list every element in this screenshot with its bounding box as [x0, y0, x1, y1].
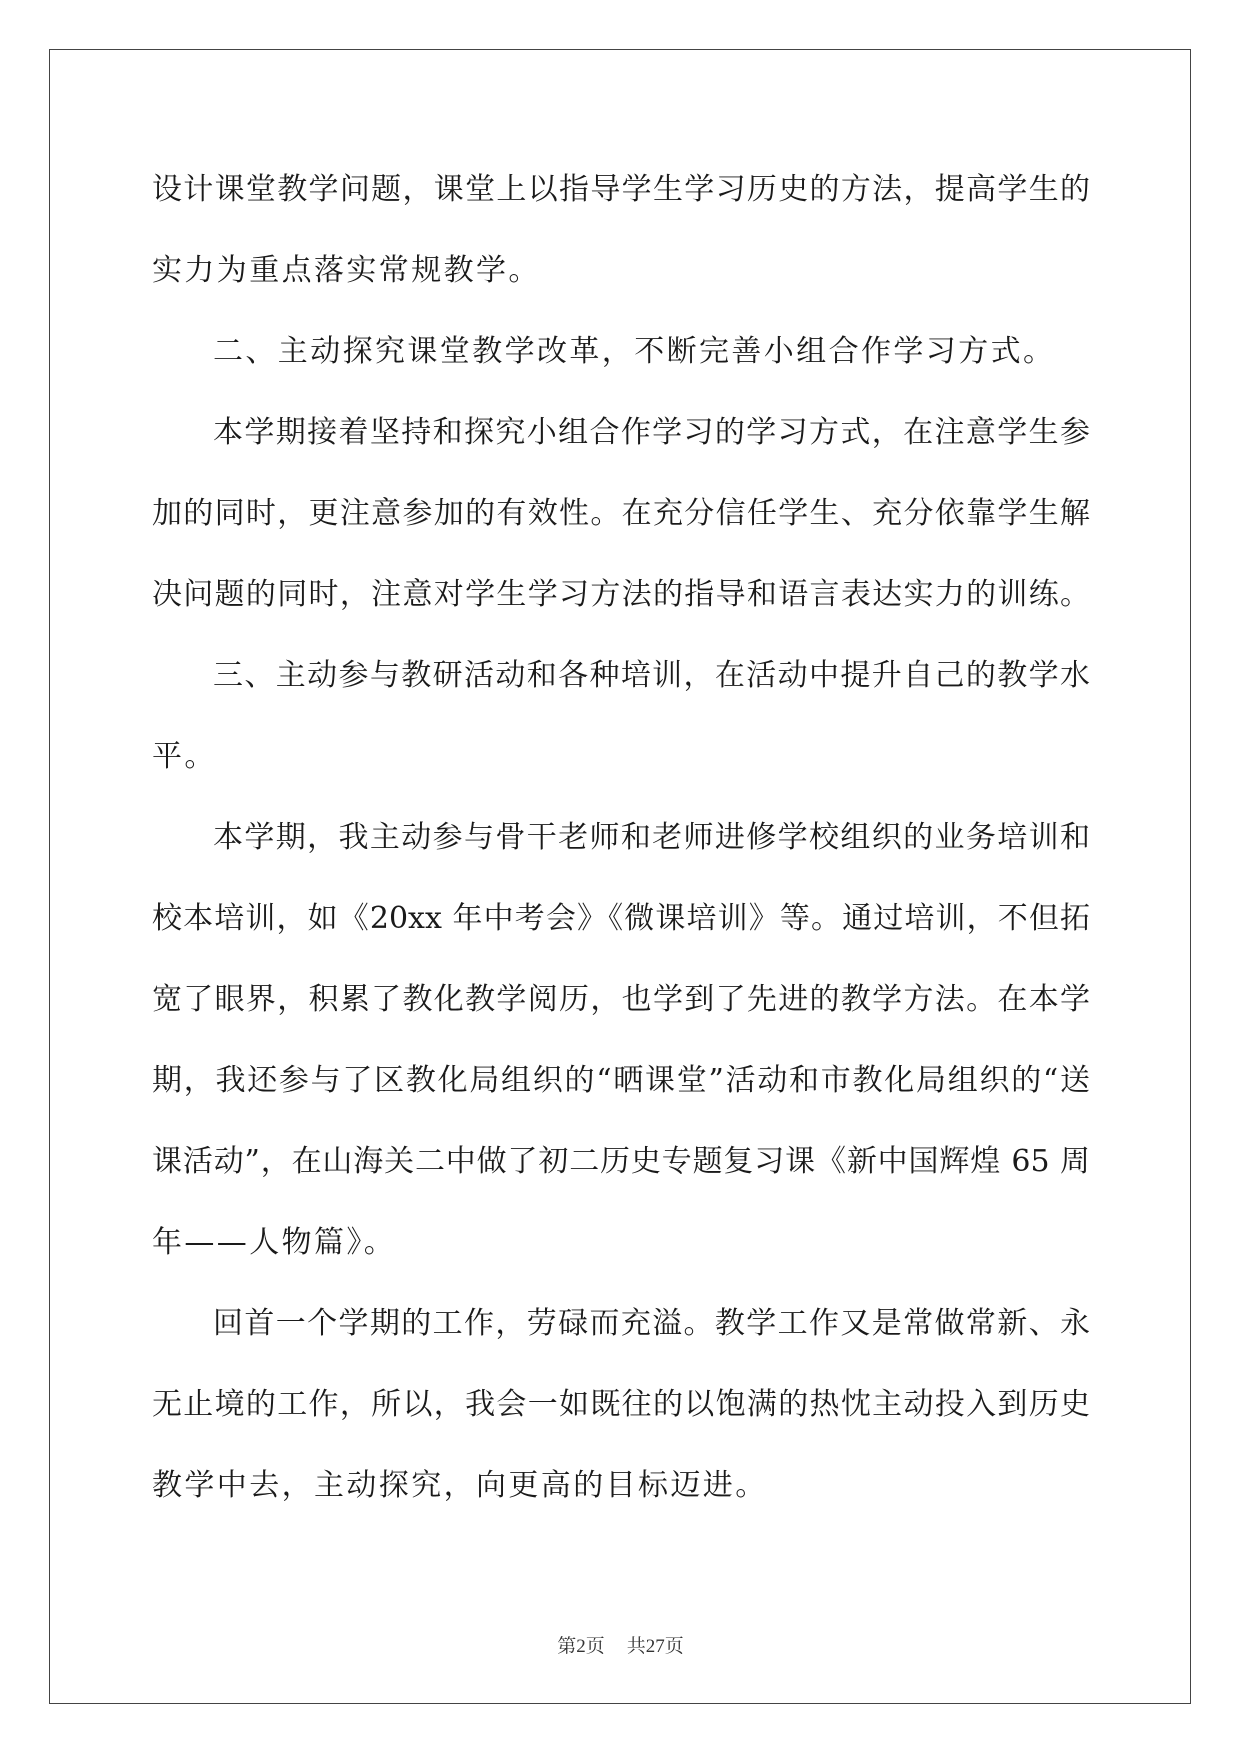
section-heading: 二、主动探究课堂教学改革，不断完善小组合作学习方式。	[213, 334, 1056, 369]
text-line: 设计课堂教学问题，课堂上以指导学生学习历史的方法，提高学生的	[152, 172, 1090, 207]
text-line: 本学期接着坚持和探究小组合作学习的学习方式，在注意学生参	[213, 415, 1090, 450]
document-body	[152, 164, 1090, 1541]
text-line: 决问题的同时，注意对学生学习方法的指导和语言表达实力的训练。	[152, 577, 1090, 612]
current-page-label: 第2页	[557, 1636, 605, 1657]
page-footer	[0, 1631, 1241, 1658]
text-line: 校本培训，如《20xx 年中考会》《微课培训》等。通过培训，不但拓	[152, 901, 1090, 936]
text-line: 平。	[152, 739, 217, 774]
text-line: 本学期，我主动参与骨干老师和老师进修学校组织的业务培训和	[213, 820, 1090, 855]
text-line: 课活动”，在山海关二中做了初二历史专题复习课《新中国辉煌 65 周	[152, 1144, 1090, 1179]
text-line: 教学中去，主动探究，向更高的目标迈进。	[152, 1468, 768, 1503]
text-line: 回首一个学期的工作，劳碌而充溢。教学工作又是常做常新、永	[213, 1306, 1090, 1341]
section-heading: 三、主动参与教研活动和各种培训，在活动中提升自己的教学水	[213, 658, 1090, 693]
text-line: 加的同时，更注意参加的有效性。在充分信任学生、充分依靠学生解	[152, 496, 1090, 531]
text-line: 实力为重点落实常规教学。	[152, 253, 541, 288]
text-line: 无止境的工作，所以，我会一如既往的以饱满的热忱主动投入到历史	[152, 1387, 1090, 1422]
total-pages-label: 共27页	[626, 1636, 684, 1657]
text-line: 年——人物篇》。	[152, 1225, 397, 1260]
text-line: 宽了眼界，积累了教化教学阅历，也学到了先进的教学方法。在本学	[152, 982, 1090, 1017]
text-line: 期，我还参与了区教化局组织的“晒课堂”活动和市教化局组织的“送	[152, 1063, 1090, 1098]
